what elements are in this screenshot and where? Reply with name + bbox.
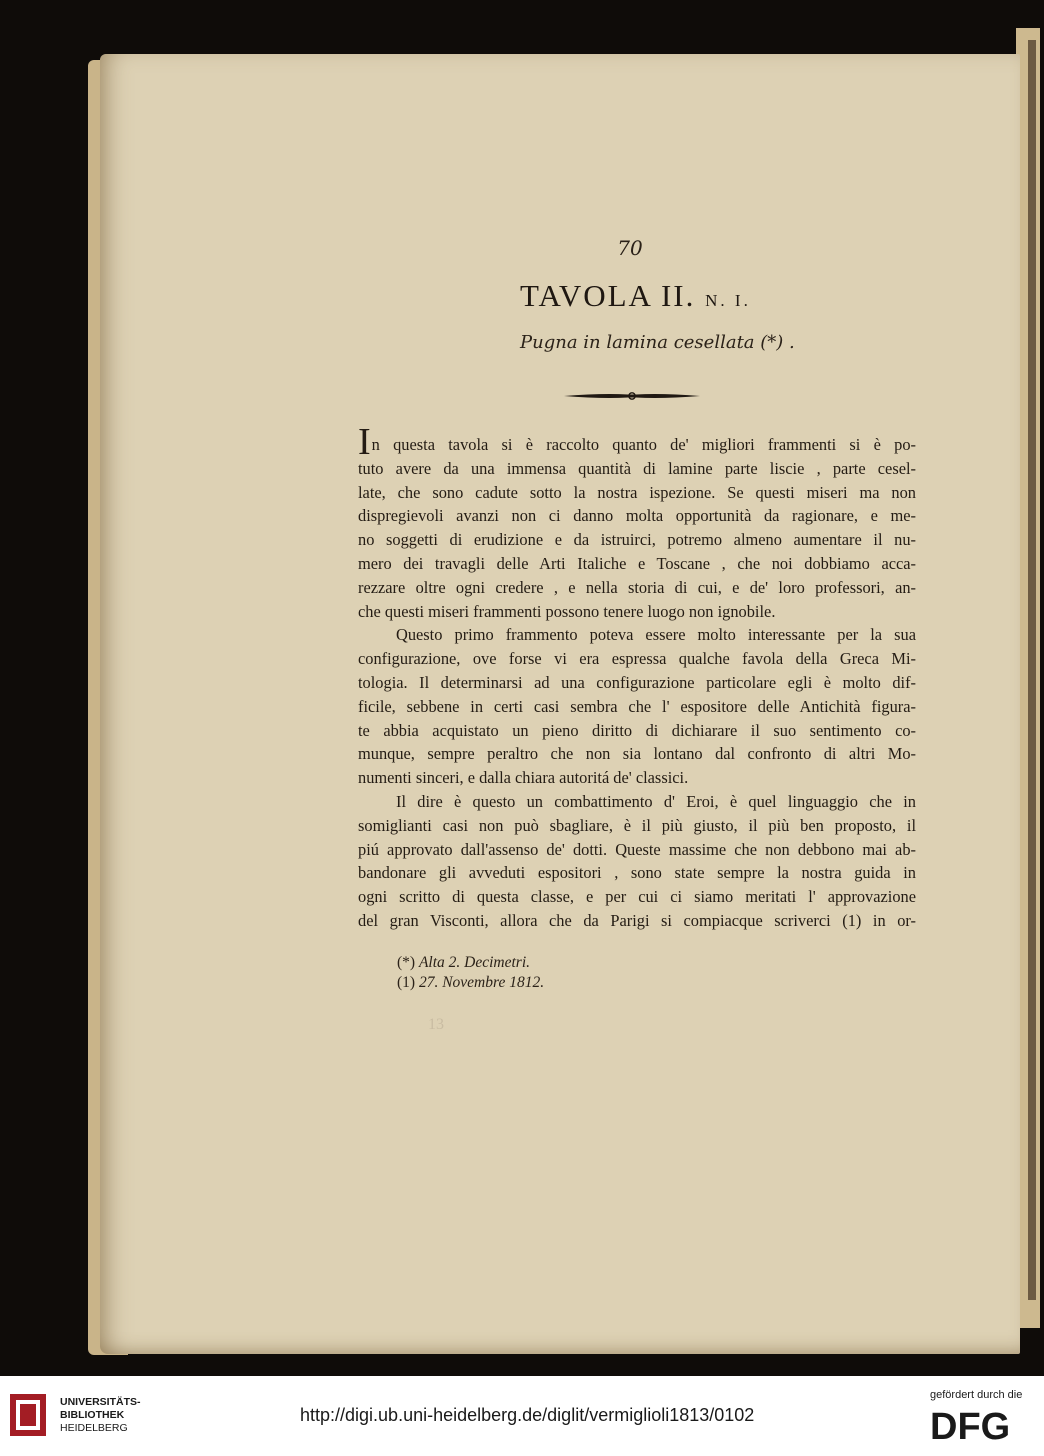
text-line: tuto avere da una immensa quantità di lamine parte liscie , parte cesel- [358, 458, 916, 478]
university-seal-icon [6, 1390, 50, 1440]
text-line: tologia. Il determinarsi ad una configurazione particolare egli è molto dif- [358, 672, 916, 692]
text-line: che questi miseri frammenti possono tenere luogo non ignobile. [358, 601, 776, 621]
text-line: te abbia acquistato un pieno diritto di dichiarare il suo sentimento co- [358, 720, 916, 740]
page-number: 70 [617, 236, 643, 260]
plate-title [520, 278, 751, 314]
library-name: UNIVERSITÄTS- BIBLIOTHEK HEIDELBERG [60, 1396, 141, 1434]
text-line: del gran Visconti, allora che da Parigi si compiacque scriverci (1) in or- [358, 910, 916, 930]
body-text [358, 421, 916, 933]
ornamental-rule-icon [562, 389, 702, 403]
text-line: mero dei travagli delle Arti Italiche e Toscane , che noi dobbiamo acca- [358, 553, 916, 573]
drop-cap: I [358, 421, 371, 463]
footnotes [397, 953, 544, 993]
funding-caption: gefördert durch die [930, 1389, 1023, 1401]
text-line: no soggetti di erudizione e da istruirci, potremo almeno aumentare il nu- [358, 530, 916, 550]
text-line: Il dire è questo un combattimento d' Eroi, è quel linguaggio che in [396, 791, 916, 811]
text-line: configurazione, ove forse vi era espressa qualche favola della Greca Mi- [358, 649, 916, 669]
plate-subtitle: Pugna in lamina cesellata (*) . [520, 332, 795, 353]
plate-number: N. I. [705, 291, 751, 310]
dfg-logo-icon [930, 1406, 1030, 1444]
text-line: late, che sono cadute sotto la nostra ispezione. Se questi miseri ma non [358, 482, 916, 502]
text-line: somiglianti casi non può sbagliare, è il più giusto, il più ben proposto, il [358, 815, 916, 835]
text-line: piú approvato dall'assenso de' dotti. Queste massime che non debbono mai ab- [358, 839, 916, 859]
footnote: (*) Alta 2. Decimetri. [397, 954, 531, 971]
permalink-url[interactable]: http://digi.ub.uni-heidelberg.de/diglit/vermiglioli1813/0102 [300, 1405, 755, 1425]
viewer-footer [0, 1376, 1044, 1456]
text-line: ficile, sebbene in certi casi sembra che l' espositore delle Antichità figura- [358, 696, 916, 716]
page-gutter-shadow [1028, 40, 1036, 1300]
text-line: In questa tavola si è raccolto quanto de' migliori frammenti si è po- [358, 421, 916, 463]
text-line: Questo primo frammento poteva essere molto interessante per la sua [396, 625, 916, 645]
footnote: (1) 27. Novembre 1812. [397, 974, 545, 991]
text-line: bandonare gli avveduti espositori , sono state sempre la nostra guida in [358, 863, 916, 883]
text-line: munque, sempre peraltro che non sia lontano dal confronto di altri Mo- [358, 744, 916, 764]
bleed-through-text: 13 [428, 1016, 444, 1033]
text-line: ogni scritto di questa classe, e per cui ci siamo meritati l' approvazione [358, 887, 916, 907]
text-line: dispregievoli avanzi non ci danno molta opportunità da ragionare, e me- [358, 506, 916, 526]
svg-text:DFG: DFG [930, 1406, 1011, 1444]
plate-title-main: TAVOLA II. [520, 278, 696, 313]
text-line: numenti sinceri, e dalla chiara autoritá de' classici. [358, 768, 689, 788]
text-line: rezzare oltre ogni credere , e nella storia di cui, e de' loro professori, an- [358, 577, 916, 597]
